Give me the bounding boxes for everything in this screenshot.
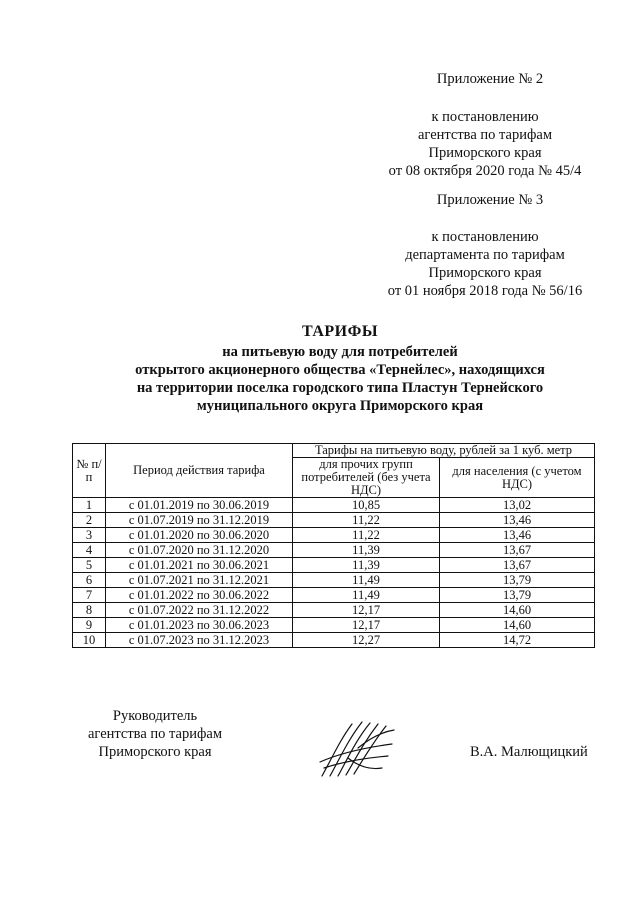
appendix-2-details	[370, 108, 600, 180]
row-no: 9	[73, 618, 106, 633]
row-other-tariff: 11,49	[293, 573, 440, 588]
table-row	[73, 603, 595, 618]
row-no: 7	[73, 588, 106, 603]
table-row	[73, 633, 595, 648]
table-row	[73, 513, 595, 528]
document-title-line: на питьевую воду для потребителей	[222, 344, 458, 360]
document-title-line: открытого акционерного общества «Тернейлес», находящихся	[135, 362, 545, 378]
appendix-2-line: от 08 октября 2020 года № 45/4	[388, 163, 582, 179]
document-title-line: муниципального округа Приморского края	[196, 398, 484, 414]
row-other-tariff: 11,49	[293, 588, 440, 603]
header-tariff-group: Тарифы на питьевую воду, рублей за 1 куб. метр	[293, 444, 595, 458]
header-no: № п/п	[73, 444, 106, 498]
header-other-consumers: для прочих групп потребителей (без учета НДС)	[293, 458, 440, 498]
header-period: Период действия тарифа	[106, 444, 293, 498]
row-other-tariff: 12,17	[293, 618, 440, 633]
row-period: с 01.01.2020 по 30.06.2020	[106, 528, 293, 543]
row-other-tariff: 11,22	[293, 513, 440, 528]
row-population-tariff: 14,60	[440, 618, 595, 633]
appendix-3-line: к постановлению	[431, 229, 539, 245]
handwritten-signature	[318, 718, 396, 780]
appendix-3-line: от 01 ноября 2018 года № 56/16	[387, 283, 583, 299]
table-row	[73, 618, 595, 633]
row-period: с 01.07.2019 по 31.12.2019	[106, 513, 293, 528]
row-other-tariff: 10,85	[293, 498, 440, 513]
appendix-2-title: Приложение № 2	[436, 71, 544, 87]
appendix-3-title: Приложение № 3	[436, 192, 544, 208]
table-row	[73, 558, 595, 573]
row-population-tariff: 14,72	[440, 633, 595, 648]
row-period: с 01.07.2021 по 31.12.2021	[106, 573, 293, 588]
row-other-tariff: 12,17	[293, 603, 440, 618]
document-title-main: ТАРИФЫ	[301, 323, 379, 340]
appendix-2-line: агентства по тарифам	[418, 127, 552, 143]
header-population: для населения (с учетом НДС)	[440, 458, 595, 498]
appendix-2-line: Приморского края	[428, 145, 542, 161]
row-period: с 01.07.2023 по 31.12.2023	[106, 633, 293, 648]
row-population-tariff: 13,46	[440, 528, 595, 543]
row-period: с 01.07.2022 по 31.12.2022	[106, 603, 293, 618]
row-no: 3	[73, 528, 106, 543]
signatory-position-line: Руководитель	[112, 708, 198, 724]
signatory-name: В.А. Малющицкий	[470, 744, 588, 760]
row-period: с 01.07.2020 по 31.12.2020	[106, 543, 293, 558]
row-other-tariff: 11,22	[293, 528, 440, 543]
table-row	[73, 588, 595, 603]
row-other-tariff: 11,39	[293, 558, 440, 573]
row-population-tariff: 13,46	[440, 513, 595, 528]
row-no: 6	[73, 573, 106, 588]
row-no: 10	[73, 633, 106, 648]
row-period: с 01.01.2023 по 30.06.2023	[106, 618, 293, 633]
table-row	[73, 528, 595, 543]
table-row	[73, 498, 595, 513]
table-row	[73, 573, 595, 588]
row-population-tariff: 13,02	[440, 498, 595, 513]
row-other-tariff: 12,27	[293, 633, 440, 648]
row-other-tariff: 11,39	[293, 543, 440, 558]
row-population-tariff: 13,67	[440, 543, 595, 558]
row-no: 1	[73, 498, 106, 513]
tariffs-table	[72, 443, 595, 648]
row-period: с 01.01.2019 по 30.06.2019	[106, 498, 293, 513]
appendix-3-line: Приморского края	[428, 265, 542, 281]
row-population-tariff: 14,60	[440, 603, 595, 618]
signatory-position	[80, 707, 230, 761]
row-period: с 01.01.2022 по 30.06.2022	[106, 588, 293, 603]
row-no: 4	[73, 543, 106, 558]
row-no: 5	[73, 558, 106, 573]
row-period: с 01.01.2021 по 30.06.2021	[106, 558, 293, 573]
row-no: 2	[73, 513, 106, 528]
signatory-position-line: агентства по тарифам	[88, 726, 222, 742]
row-population-tariff: 13,67	[440, 558, 595, 573]
row-no: 8	[73, 603, 106, 618]
document-title	[80, 323, 600, 415]
table-row	[73, 543, 595, 558]
appendix-2-line: к постановлению	[431, 109, 539, 125]
signatory-position-line: Приморского края	[98, 744, 212, 760]
document-title-line: на территории поселка городского типа Пластун Тернейского	[136, 380, 544, 396]
row-population-tariff: 13,79	[440, 573, 595, 588]
appendix-3-line: департамента по тарифам	[405, 247, 565, 263]
appendix-3-details	[370, 228, 600, 300]
row-population-tariff: 13,79	[440, 588, 595, 603]
